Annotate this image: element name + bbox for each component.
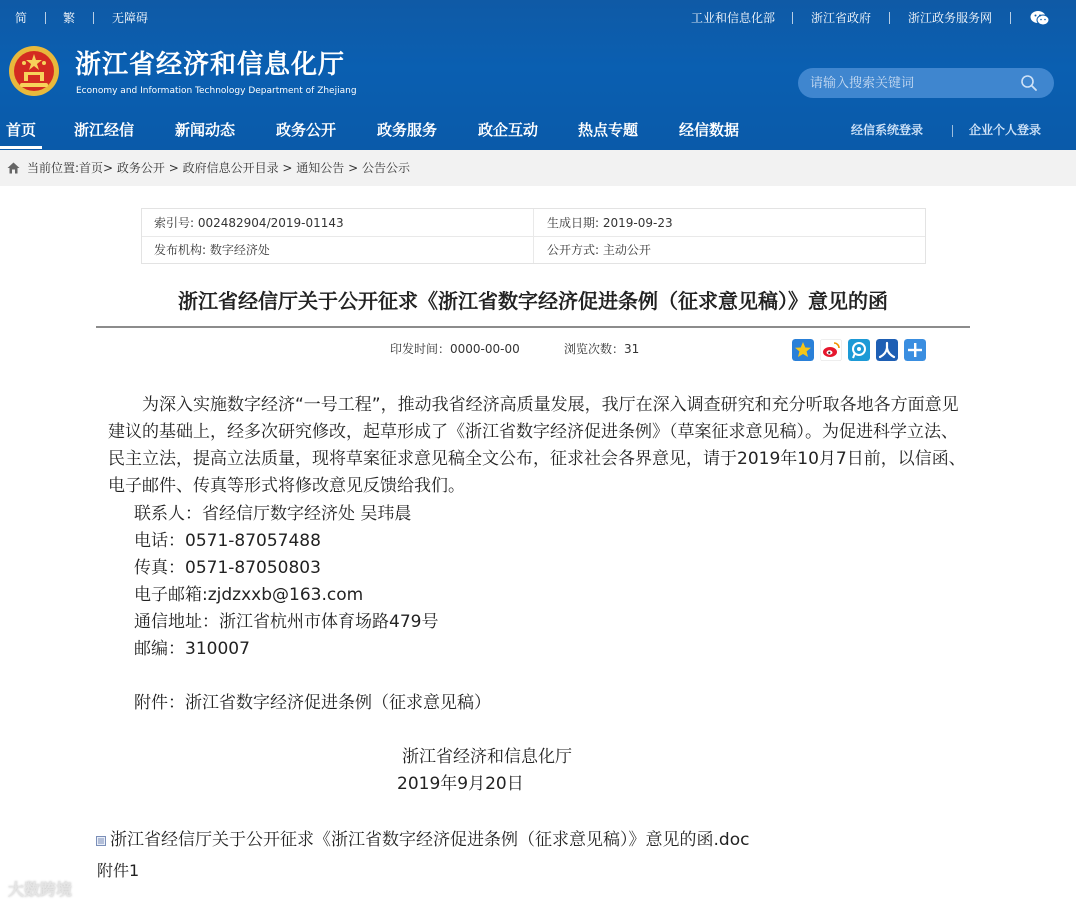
national-emblem-icon bbox=[8, 45, 60, 97]
divider bbox=[45, 12, 46, 24]
index-number: 索引号: 002482904/2019-01143 bbox=[154, 216, 344, 230]
gov-service-link[interactable]: 浙江政务服务网 bbox=[908, 11, 993, 25]
lang-traditional-link[interactable]: 繁 bbox=[63, 11, 76, 25]
mailing-address: 通信地址：浙江省杭州市体育场路479号 bbox=[134, 612, 439, 632]
signature-org: 浙江省经济和信息化厅 bbox=[402, 747, 572, 767]
print-time: 印发时间：0000-00-00 bbox=[390, 342, 520, 356]
nav-gov-open[interactable]: 政务公开 bbox=[276, 121, 337, 139]
nav-hot-topics[interactable]: 热点专题 bbox=[578, 121, 639, 139]
article-title: 浙江省经信厅关于公开征求《浙江省数字经济促进条例（征求意见稿）》意见的函 bbox=[178, 289, 888, 313]
divider bbox=[1010, 12, 1011, 24]
nav-data[interactable]: 经信数据 bbox=[679, 121, 740, 139]
title-divider bbox=[96, 326, 970, 328]
contact-person: 联系人：省经信厅数字经济处 吴玮晨 bbox=[134, 504, 412, 524]
site-subtitle: Economy and Information Technology Department of Zhejiang bbox=[76, 86, 357, 96]
search-icon[interactable] bbox=[1020, 74, 1038, 92]
personal-login-link[interactable]: 企业个人登录 bbox=[969, 123, 1042, 137]
email-address: 电子邮箱:zjdzxxb@163.com bbox=[134, 585, 364, 605]
weibo-icon[interactable] bbox=[820, 339, 842, 361]
signature-date: 2019年9月20日 bbox=[397, 774, 524, 794]
search-box bbox=[798, 68, 1054, 98]
table-divider bbox=[533, 209, 534, 263]
breadcrumb[interactable]: 当前位置:首页> 政务公开 > 政府信息公开目录 > 通知公告 > 公告公示 bbox=[27, 161, 410, 175]
generated-date: 生成日期: 2019-09-23 bbox=[547, 216, 673, 230]
view-count: 浏览次数：31 bbox=[564, 342, 640, 356]
renren-icon[interactable] bbox=[876, 339, 898, 361]
fax-number: 传真：0571-87050803 bbox=[134, 558, 321, 578]
more-share-icon[interactable] bbox=[904, 339, 926, 361]
provincial-gov-link[interactable]: 浙江省政府 bbox=[811, 11, 872, 25]
divider bbox=[889, 12, 890, 24]
nav-interaction[interactable]: 政企互动 bbox=[478, 121, 539, 139]
divider bbox=[93, 12, 94, 24]
attachment-note: 附件：浙江省数字经济促进条例（征求意见稿） bbox=[134, 693, 491, 713]
main-nav bbox=[0, 112, 1076, 150]
watermark: 大数跨境 bbox=[8, 880, 73, 899]
nav-zhejiang-jingxin[interactable]: 浙江经信 bbox=[74, 121, 135, 139]
search-input[interactable] bbox=[810, 74, 1010, 92]
document-icon bbox=[96, 836, 106, 846]
accessibility-link[interactable]: 无障碍 bbox=[112, 11, 149, 25]
site-header bbox=[0, 0, 1076, 150]
miit-link[interactable]: 工业和信息化部 bbox=[691, 11, 776, 25]
open-mode: 公开方式: 主动公开 bbox=[547, 243, 651, 257]
phone-number: 电话：0571-87057488 bbox=[134, 531, 321, 551]
tencent-weibo-icon[interactable] bbox=[848, 339, 870, 361]
paragraph-text: 为深入实施数字经济“一号工程”，推动我省经济高质量发展，我厅在深入调查研究和充分听取各地各方面意见建议的基础上，经多次研究修改，起草形成了《浙江省数字经济促进条例》（草案征求意见稿）。为促进科学立法、民主立法，提高立法质量，现将草案征求意见稿全文公布，征求社会各界意见，请于2019年10月7日前，以信函、电子邮件、传真等形式将修改意见反馈给我们。 bbox=[108, 395, 966, 496]
publisher: 发布机构: 数字经济处 bbox=[154, 243, 270, 257]
active-tab-indicator bbox=[0, 146, 42, 149]
nav-home[interactable]: 首页 bbox=[6, 121, 37, 139]
postcode: 邮编：310007 bbox=[134, 639, 250, 659]
attachment-label: 附件1 bbox=[97, 861, 140, 880]
system-login-link[interactable]: 经信系统登录 bbox=[851, 123, 924, 137]
qzone-icon[interactable] bbox=[792, 339, 814, 361]
top-bar bbox=[0, 0, 1076, 34]
site-title[interactable]: 浙江省经济和信息化厅 bbox=[75, 50, 346, 80]
lang-simplified-link[interactable]: 简 bbox=[15, 11, 28, 25]
article-paragraph bbox=[108, 392, 970, 500]
divider bbox=[952, 125, 953, 137]
nav-news[interactable]: 新闻动态 bbox=[175, 121, 236, 139]
document-info-table bbox=[141, 208, 926, 264]
attachment-download-link[interactable]: 浙江省经信厅关于公开征求《浙江省数字经济促进条例（征求意见稿）》意见的函.doc bbox=[110, 830, 750, 850]
home-icon bbox=[7, 162, 20, 174]
divider bbox=[792, 12, 793, 24]
nav-gov-service[interactable]: 政务服务 bbox=[377, 121, 438, 139]
wechat-icon[interactable] bbox=[1030, 10, 1050, 26]
